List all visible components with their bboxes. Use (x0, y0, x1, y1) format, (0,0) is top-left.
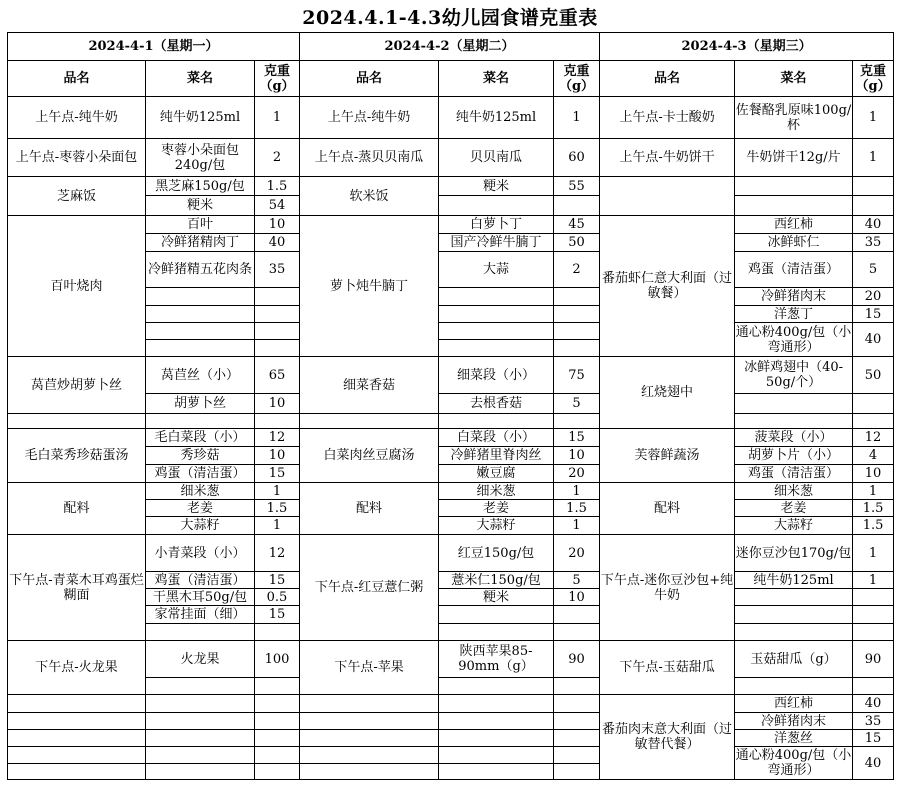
empty-cell (439, 323, 554, 340)
empty-cell (300, 730, 439, 747)
empty-cell (439, 730, 554, 747)
empty-cell (439, 288, 554, 306)
ingredient-weight: 1 (554, 97, 600, 139)
empty-cell (439, 713, 554, 730)
ingredient-weight: 2 (255, 139, 300, 177)
empty-cell (146, 747, 255, 764)
empty-cell (853, 624, 894, 641)
col-header-weight: 克重（g） (554, 61, 600, 97)
empty-cell (554, 196, 600, 216)
ingredient-weight: 12 (853, 429, 894, 447)
menu-item-name: 上午点-枣蓉小朵面包 (8, 139, 146, 177)
ingredient-weight: 10 (255, 216, 300, 234)
ingredient-name: 鸡蛋（清洁蛋） (146, 465, 255, 483)
menu-item-name: 毛白菜秀珍菇蛋汤 (8, 429, 146, 483)
empty-cell (735, 589, 853, 606)
ingredient-name: 嫩豆腐 (439, 465, 554, 483)
ingredient-weight: 1 (554, 517, 600, 535)
empty-cell (255, 323, 300, 340)
ingredient-name: 家常挂面（细） (146, 606, 255, 624)
ingredient-weight: 40 (853, 216, 894, 234)
ingredient-weight: 54 (255, 196, 300, 216)
menu-item-name: 下午点-苹果 (300, 641, 439, 695)
menu-item-name: 下午点-迷你豆沙包+纯牛奶 (600, 535, 735, 641)
ingredient-name: 百叶 (146, 216, 255, 234)
empty-cell (439, 695, 554, 713)
ingredient-weight: 15 (853, 306, 894, 323)
ingredient-weight: 1 (255, 97, 300, 139)
empty-cell (439, 196, 554, 216)
ingredient-weight: 15 (255, 572, 300, 589)
ingredient-name: 老姜 (439, 500, 554, 517)
empty-cell (146, 306, 255, 323)
ingredient-name: 西红柿 (735, 216, 853, 234)
ingredient-weight: 35 (853, 234, 894, 252)
empty-cell (853, 414, 894, 429)
empty-cell (255, 340, 300, 357)
empty-cell (255, 288, 300, 306)
empty-cell (735, 394, 853, 414)
empty-cell (300, 414, 439, 429)
ingredient-name: 秀珍菇 (146, 447, 255, 465)
empty-cell (853, 678, 894, 695)
empty-cell (8, 713, 146, 730)
ingredient-weight: 40 (255, 234, 300, 252)
ingredient-name: 冰鲜虾仁 (735, 234, 853, 252)
ingredient-name: 牛奶饼干12g/片 (735, 139, 853, 177)
ingredient-name: 粳米 (439, 589, 554, 606)
ingredient-weight: 40 (853, 695, 894, 713)
empty-cell (255, 414, 300, 429)
ingredient-name: 鸡蛋（清洁蛋） (146, 572, 255, 589)
empty-cell (8, 414, 146, 429)
empty-cell (853, 394, 894, 414)
ingredient-name: 西红柿 (735, 695, 853, 713)
ingredient-name: 白萝卜丁 (439, 216, 554, 234)
empty-cell (853, 589, 894, 606)
empty-cell (554, 624, 600, 641)
ingredient-name: 白菜段（小） (439, 429, 554, 447)
menu-item-name: 配料 (300, 483, 439, 535)
menu-item-name: 芝麻饭 (8, 177, 146, 216)
empty-cell (8, 695, 146, 713)
ingredient-weight: 5 (554, 572, 600, 589)
ingredient-name: 枣蓉小朵面包240g/包 (146, 139, 255, 177)
ingredient-weight: 1 (255, 483, 300, 500)
ingredient-name: 通心粉400g/包（小弯通形） (735, 324, 852, 355)
ingredient-name: 黑芝麻150g/包 (146, 177, 255, 196)
ingredient-name: 佐餐酪乳原味100g/杯 (735, 97, 853, 139)
ingredient-name: 干黑木耳50g/包 (146, 589, 255, 606)
empty-cell (554, 323, 600, 340)
col-header-item: 品名 (300, 61, 439, 97)
ingredient-weight: 90 (853, 641, 894, 678)
ingredient-name: 纯牛奶125ml (146, 97, 255, 139)
col-header-item: 品名 (600, 61, 735, 97)
empty-cell (853, 196, 894, 216)
ingredient-weight: 1.5 (255, 500, 300, 517)
ingredient-weight: 15 (255, 465, 300, 483)
day-header: 2024-4-2（星期二） (300, 33, 600, 61)
ingredient-weight: 10 (255, 394, 300, 414)
menu-item-name: 莴苣炒胡萝卜丝 (8, 357, 146, 414)
empty-cell (255, 747, 300, 764)
ingredient-weight: 12 (255, 429, 300, 447)
ingredient-weight: 50 (853, 357, 894, 394)
empty-cell (554, 764, 600, 780)
menu-item-name: 上午点-牛奶饼干 (600, 139, 735, 177)
ingredient-weight: 20 (853, 288, 894, 306)
empty-cell (300, 764, 439, 780)
empty-cell (146, 695, 255, 713)
ingredient-weight: 10 (255, 447, 300, 465)
ingredient-name: 洋葱丝 (735, 730, 853, 747)
ingredient-name: 鸡蛋（清洁蛋） (735, 252, 853, 288)
empty-cell (146, 730, 255, 747)
ingredient-name: 洋葱丁 (735, 306, 853, 323)
ingredient-name: 冰鲜鸡翅中（40-50g/个） (735, 357, 853, 394)
ingredient-weight: 100 (255, 641, 300, 678)
ingredient-weight: 2 (554, 252, 600, 288)
ingredient-weight: 55 (554, 177, 600, 196)
empty-cell (255, 624, 300, 641)
page-title: 2024.4.1-4.3幼儿园食谱克重表 (302, 7, 598, 29)
empty-cell (146, 764, 255, 780)
col-header-item: 品名 (8, 61, 146, 97)
col-header-dish: 菜名 (735, 61, 853, 97)
ingredient-name: 薏米仁150g/包 (439, 572, 554, 589)
empty-cell (255, 730, 300, 747)
empty-cell (554, 288, 600, 306)
ingredient-name: 大蒜籽 (439, 517, 554, 535)
ingredient-name: 细米葱 (735, 483, 853, 500)
col-header-dish: 菜名 (439, 61, 554, 97)
ingredient-name: 大蒜 (439, 252, 554, 288)
ingredient-name: 菠菜段（小） (735, 429, 853, 447)
menu-item-name: 萝卜炖牛腩丁 (300, 216, 439, 357)
ingredient-weight: 1 (853, 535, 894, 572)
empty-cell (146, 288, 255, 306)
empty-cell (146, 678, 255, 695)
empty-cell (735, 606, 853, 624)
ingredient-weight: 12 (255, 535, 300, 572)
ingredient-name: 小青菜段（小） (146, 535, 255, 572)
empty-cell (255, 713, 300, 730)
empty-cell (439, 747, 554, 764)
empty-cell (735, 414, 853, 429)
empty-cell (554, 747, 600, 764)
empty-cell (255, 306, 300, 323)
ingredient-weight: 1 (853, 483, 894, 500)
empty-cell (735, 177, 853, 196)
col-header-dish: 菜名 (146, 61, 255, 97)
ingredient-weight: 1.5 (853, 517, 894, 535)
ingredient-weight: 45 (554, 216, 600, 234)
empty-cell (853, 177, 894, 196)
ingredient-name: 冷鲜猪里脊肉丝 (439, 447, 554, 465)
col-header-weight: 克重（g） (255, 61, 300, 97)
menu-item-name: 白菜肉丝豆腐汤 (300, 429, 439, 483)
ingredient-name: 粳米 (146, 196, 255, 216)
ingredient-weight: 75 (554, 357, 600, 394)
empty-cell (255, 695, 300, 713)
ingredient-weight: 1 (853, 139, 894, 177)
empty-cell (554, 713, 600, 730)
empty-cell (439, 624, 554, 641)
empty-cell (146, 624, 255, 641)
ingredient-name: 冷鲜猪肉末 (735, 713, 853, 730)
empty-cell (439, 340, 554, 357)
ingredient-name: 通心粉400g/包（小弯通形） (735, 748, 852, 778)
menu-item-name: 上午点-纯牛奶 (300, 97, 439, 139)
empty-cell (554, 678, 600, 695)
menu-item-name: 芙蓉鲜蔬汤 (600, 429, 735, 483)
ingredient-weight: 1 (255, 517, 300, 535)
menu-item-name: 番茄肉末意大利面（过敏替代餐） (600, 695, 735, 780)
ingredient-name: 莴苣丝（小） (146, 357, 255, 394)
empty-cell (554, 606, 600, 624)
empty-cell (146, 414, 255, 429)
empty-cell (554, 730, 600, 747)
ingredient-name: 胡萝卜丝 (146, 394, 255, 414)
empty-cell (8, 764, 146, 780)
ingredient-weight: 40 (853, 323, 894, 357)
empty-cell (300, 747, 439, 764)
empty-cell (735, 678, 853, 695)
ingredient-name: 胡萝卜片（小） (735, 447, 853, 465)
ingredient-name: 火龙果 (146, 641, 255, 678)
menu-item-name: 下午点-红豆薏仁粥 (300, 535, 439, 641)
ingredient-weight: 5 (554, 394, 600, 414)
menu-item-name: 下午点-玉菇甜瓜 (600, 641, 735, 695)
ingredient-weight: 10 (554, 589, 600, 606)
ingredient-name: 玉菇甜瓜（g） (735, 641, 853, 678)
ingredient-weight: 1.5 (255, 177, 300, 196)
ingredient-weight: 1 (853, 572, 894, 589)
empty-cell (600, 177, 735, 216)
ingredient-weight: 20 (554, 465, 600, 483)
empty-cell (735, 196, 853, 216)
ingredient-name: 冷鲜猪精肉丁 (146, 234, 255, 252)
ingredient-name: 纯牛奶125ml (735, 572, 853, 589)
menu-item-name: 细菜香菇 (300, 357, 439, 414)
ingredient-name: 纯牛奶125ml (439, 97, 554, 139)
menu-item-name: 上午点-卡士酸奶 (600, 97, 735, 139)
ingredient-name: 大蒜籽 (735, 517, 853, 535)
ingredient-weight: 15 (853, 730, 894, 747)
empty-cell (8, 730, 146, 747)
ingredient-name: 大蒜籽 (146, 517, 255, 535)
ingredient-name: 陕西苹果85-90mm（g） (439, 641, 554, 678)
ingredient-name: 红豆150g/包 (439, 535, 554, 572)
ingredient-weight: 1.5 (853, 500, 894, 517)
ingredient-weight: 0.5 (255, 589, 300, 606)
empty-cell (735, 624, 853, 641)
empty-cell (554, 414, 600, 429)
ingredient-weight: 50 (554, 234, 600, 252)
empty-cell (439, 306, 554, 323)
empty-cell (300, 713, 439, 730)
ingredient-weight: 5 (853, 252, 894, 288)
empty-cell (439, 606, 554, 624)
ingredient-weight: 1 (554, 483, 600, 500)
empty-cell (255, 764, 300, 780)
menu-item-name: 配料 (600, 483, 735, 535)
ingredient-name: 贝贝南瓜 (439, 139, 554, 177)
ingredient-weight: 65 (255, 357, 300, 394)
menu-item-name: 番茄虾仁意大利面（过敏餐） (600, 216, 735, 357)
ingredient-weight: 20 (554, 535, 600, 572)
ingredient-weight: 1.5 (554, 500, 600, 517)
empty-cell (554, 695, 600, 713)
ingredient-weight: 35 (853, 713, 894, 730)
menu-item-name: 软米饭 (300, 177, 439, 216)
ingredient-name: 去根香菇 (439, 394, 554, 414)
ingredient-name: 细菜段（小） (439, 357, 554, 394)
menu-item-name: 上午点-纯牛奶 (8, 97, 146, 139)
empty-cell (439, 678, 554, 695)
col-header-weight: 克重（g） (853, 61, 894, 97)
menu-item-name: 下午点-青菜木耳鸡蛋烂糊面 (8, 535, 146, 641)
ingredient-weight: 90 (554, 641, 600, 678)
menu-item-name: 百叶烧肉 (8, 216, 146, 357)
day-header: 2024-4-3（星期三） (600, 33, 894, 61)
ingredient-name: 冷鲜猪肉末 (735, 288, 853, 306)
menu-item-name: 红烧翅中 (600, 357, 735, 429)
empty-cell (300, 695, 439, 713)
ingredient-name: 国产冷鲜牛腩丁 (439, 234, 554, 252)
empty-cell (554, 340, 600, 357)
day-header: 2024-4-1（星期一） (8, 33, 300, 61)
ingredient-weight: 15 (255, 606, 300, 624)
ingredient-name: 老姜 (735, 500, 853, 517)
ingredient-name: 鸡蛋（清洁蛋） (735, 465, 853, 483)
ingredient-weight: 15 (554, 429, 600, 447)
ingredient-name: 毛白菜段（小） (146, 429, 255, 447)
ingredient-weight: 4 (853, 447, 894, 465)
menu-item-name: 配料 (8, 483, 146, 535)
ingredient-weight: 60 (554, 139, 600, 177)
empty-cell (853, 606, 894, 624)
empty-cell (146, 713, 255, 730)
ingredient-name: 迷你豆沙包170g/包 (735, 535, 853, 572)
ingredient-name: 粳米 (439, 177, 554, 196)
empty-cell (554, 306, 600, 323)
empty-cell (439, 764, 554, 780)
menu-table (7, 32, 894, 780)
ingredient-weight: 35 (255, 252, 300, 288)
ingredient-weight: 10 (554, 447, 600, 465)
empty-cell (255, 678, 300, 695)
menu-item-name: 下午点-火龙果 (8, 641, 146, 695)
empty-cell (8, 747, 146, 764)
ingredient-weight: 1 (853, 97, 894, 139)
ingredient-name: 冷鲜猪精五花肉条 (146, 252, 255, 288)
empty-cell (439, 414, 554, 429)
empty-cell (146, 340, 255, 357)
ingredient-name: 细米葱 (146, 483, 255, 500)
ingredient-name: 细米葱 (439, 483, 554, 500)
menu-item-name: 上午点-蒸贝贝南瓜 (300, 139, 439, 177)
ingredient-name: 老姜 (146, 500, 255, 517)
empty-cell (146, 323, 255, 340)
ingredient-weight: 10 (853, 465, 894, 483)
ingredient-weight: 40 (853, 747, 894, 780)
